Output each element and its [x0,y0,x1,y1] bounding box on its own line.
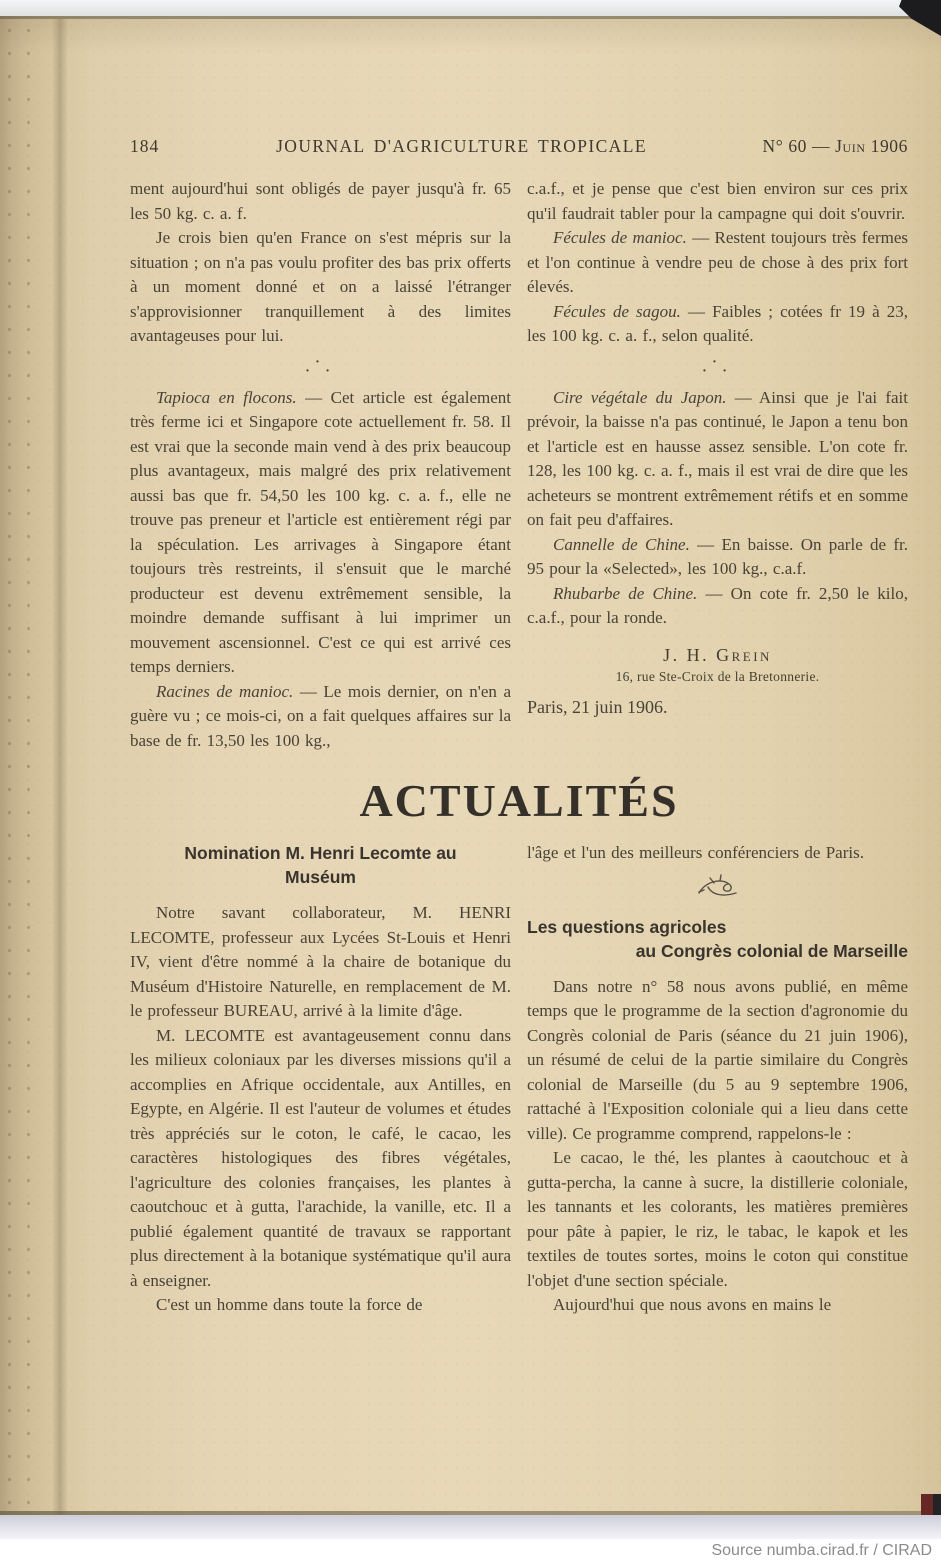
left-column [130,177,511,765]
source-attribution: Source numba.cirad.fr / CIRAD [711,1542,932,1559]
commodity-name: Fécules de sagou. [553,301,681,321]
paragraph-text: — Ainsi que je l'ai fait prévoir, la baisse n'a pas continué, le Japon a tenu bon et l'article est en hausse assez sensible. L'on cote fr. 128, les 100 kg. c. a. f., mais il est vrai de dire que les acheteurs se montrent extrêmement rétifs et en somme on fait peu d'affaires. [527,387,908,529]
paragraph [130,680,511,754]
page-edge-speckles [0,19,40,1515]
issue-label: N° 60 — Juin 1906 [762,136,908,156]
market-report-columns [130,177,908,765]
scanner-background-top [0,0,941,16]
page-number: 184 [130,136,160,156]
actualites-columns [130,841,908,1441]
author-address: 16, rue Ste-Croix de la Bretonnerie. [615,668,820,684]
asterism-divider [527,358,908,376]
paragraph [527,386,908,533]
article-heading [527,915,908,963]
paragraph: Dans notre n° 58 nous avons publié, en même temps que le programme de la section d'agronomie du Congrès colonial de Paris (séance du 21 juin 1906), un résumé de celui de la partie similaire du Congrès colonial de Marseille (du 5 au 9 septembre 1906, rattaché à l'Exposition coloniale qui a lieu dans cette ville). Ce programme comprend, rappelons-le : [527,976,908,1143]
commodity-name: Racines de manioc. [156,681,294,701]
article-heading-line: Les questions agricoles [527,916,727,937]
paragraph-text: — Cet article est également très ferme ici et Singapore cote actuellement fr. 58. Il est vrai que la seconde main vend à des prix beaucoup plus avantageux, mais malgré des prix relativement aussi bas que fr. 54,50 les 100 kg. c. a. f., elle ne trouve pas preneur et l'article est entièrement régi par la spéculation. Les arrivages à Singapore étant toujours très restreints, il s'ensuit que le marché producteur est devenu extrêmement sensible, la moindre demande suffisant à lui imprimer un mouvement ascensionnel. C'est ce qui est arrivé ces temps derniers. [130,387,511,676]
paragraph-text: — Le mois dernier, on n'en a guère vu ; ce mois-ci, on a fait quelques affaires sur la base de fr. 13,50 les 100 kg., [130,681,512,750]
paragraph: Aujourd'hui que nous avons en mains le [553,1295,832,1314]
paragraph-text: — Faibles ; cotées fr 19 à 23, les 100 kg. c. a. f., selon qualité. [527,301,908,345]
paragraph: c.a.f., et je pense que c'est bien environ sur ces prix qu'il faudrait tabler pour la campagne qui doit s'ouvrir. [527,179,908,223]
commodity-name: Tapioca en flocons. [156,387,297,407]
dateline: Paris, 21 juin 1906. [527,696,668,717]
scanner-background-bottom [0,1515,941,1539]
paragraph: Le cacao, le thé, les plantes à caoutchouc et à gutta-percha, la canne à sucre, la distillerie coloniale, les tannants et les colorants, les matières premières pour pâte à papier, le riz, le tabac, le kapok et les textiles de toutes sortes, moins le coton qui constitue l'objet d'une section spéciale. [527,1148,908,1290]
page-paper [0,16,941,1515]
left-column [130,841,511,1441]
commodity-name: Cannelle de Chine. [553,534,690,554]
commodity-name: Fécules de manioc. [553,228,687,247]
paragraph: Notre savant collaborateur, M. HENRI LECOMTE, professeur aux Lycées St-Louis et Henri IV, vient d'être nommé à la chaire de botanique du Muséum d'Histoire Naturelle, en remplacement de M. le professeur BUREAU, arrivé à la limite d'âge. [130,903,511,1020]
journal-title: JOURNAL D'AGRICULTURE TROPICALE [276,136,647,156]
article-heading-line: Nomination M. Henri Lecomte au [184,843,457,863]
book-gutter-shadow [52,19,68,1515]
floral-ornament-icon [527,874,908,905]
right-column [527,841,908,1441]
paragraph-text: — Restent toujours très fermes et l'on continue à vendre peu de chose à des prix fort élevés. [527,228,908,296]
printed-content [130,136,908,1441]
asterism-divider [130,358,511,376]
paragraph [130,386,511,680]
commodity-name: Rhubarbe de Chine. [553,583,698,603]
paragraph: l'âge et l'un des meilleurs conférenciers de Paris. [527,843,864,862]
paragraph [527,582,908,631]
article-heading-line: au Congrès colonial de Marseille [635,940,908,961]
right-column [527,177,908,765]
author-signature: J. H. Grein [663,644,772,665]
paragraph [527,533,908,582]
paragraph: Je crois bien qu'en France on s'est mépris sur la situation ; on n'a pas voulu profiter des bas prix offerts à un moment donné et on a laissé l'étranger s'approvisionner tranquillement à des limites avantageuses pour lui. [130,228,512,345]
paragraph [527,226,908,300]
article-heading [130,841,511,889]
paragraph [527,300,908,349]
running-head [130,136,908,157]
source-bar [0,1539,941,1566]
paragraph-text: — En baisse. On parle de fr. 95 pour la «Selected», les 100 kg., c.a.f. [527,534,908,578]
paragraph-text: — On cote fr. 2,50 le kilo, c.a.f., pour la ronde. [527,583,908,627]
asterism-dots [130,367,511,376]
paragraph: ment aujourd'hui sont obligés de payer jusqu'à fr. 65 les 50 kg. c. a. f. [130,179,511,223]
paragraph: M. LECOMTE est avantageusement connu dans les milieux coloniaux par les diverses missions qu'il a accomplies en Afrique occidentale, aux Antilles, en Egypte, en Algérie. Il est l'auteur de volumes et études très appréciés sur le coton, le café, le cacao, les caractères histologiques des fibres végétales, l'agriculture des colonies françaises, les plantes à caoutchouc et à gutta, l'arachide, la vanille, etc. Il a publié également quantité de travaux se rapportant plus directement à la botanique systématique qu'il aura à enseigner. [130,1025,511,1290]
article-heading-line: Muséum [285,867,356,887]
commodity-name: Cire végétale du Japon. [553,387,727,407]
section-title: ACTUALITÉS [359,775,679,826]
asterism-dots [527,367,908,376]
paragraph: C'est un homme dans toute la force de [156,1295,423,1314]
